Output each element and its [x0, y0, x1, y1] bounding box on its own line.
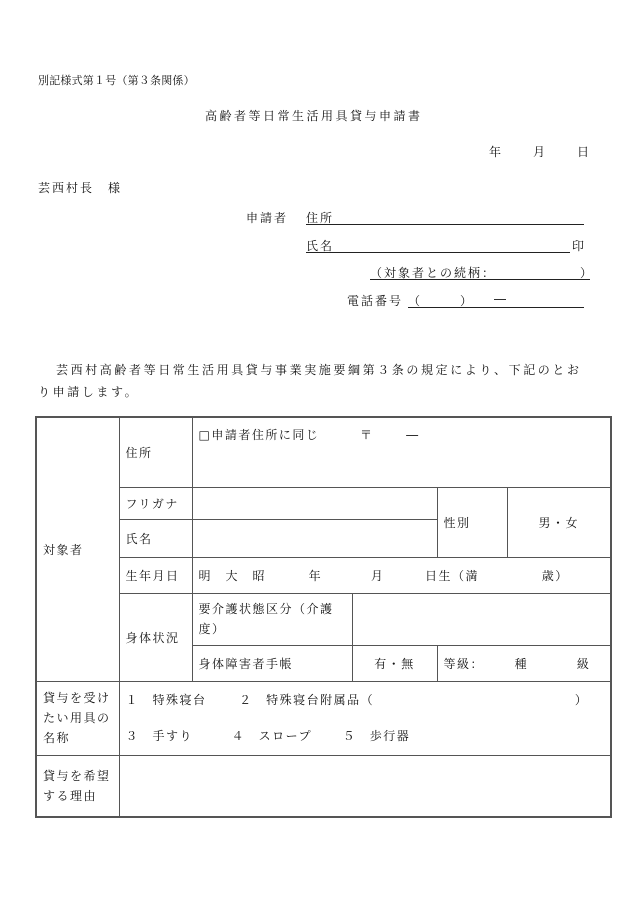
relation-field[interactable]	[370, 264, 590, 280]
birth-day-label: 日生（満	[425, 568, 480, 583]
applicant-name-label: 氏名	[306, 239, 335, 253]
same-address-checkbox[interactable]: □申請者住所に同じ	[198, 428, 320, 442]
applicant-address-label: 住所	[306, 211, 335, 225]
seal-mark: 印	[572, 239, 587, 253]
reason-field[interactable]	[119, 755, 611, 817]
disability-label: 身体障害者手帳	[192, 645, 352, 681]
furigana-label: フリガナ	[119, 487, 192, 519]
item-2-close: ）	[574, 693, 589, 707]
name-label: 氏名	[119, 519, 192, 557]
grade-type: 種	[514, 656, 529, 671]
form-number: 別記様式第１号（第３条関係）	[38, 74, 195, 87]
item-5[interactable]: ５ 歩行器	[342, 729, 411, 743]
date-day-label: 日	[577, 145, 592, 159]
disability-choice[interactable]: 有・無	[352, 645, 437, 681]
applicant-label: 申請者	[246, 211, 289, 225]
birth-label: 生年月日	[119, 557, 192, 593]
intro-line-2: り申請します。	[38, 385, 140, 399]
applicant-address-field[interactable]	[306, 209, 584, 225]
intro-line-1: 芸西村高齢者等日常生活用具貸与事業実施要綱第３条の規定により、下記のとお	[56, 363, 582, 377]
grade-label: 等級：	[443, 656, 485, 671]
phone-dash: ―	[494, 292, 508, 306]
grade-cell[interactable]	[437, 645, 611, 681]
birth-year-label: 年	[308, 568, 323, 583]
age-suffix: 歳）	[541, 568, 569, 583]
care-level-label: 要介護状態区分（介護度）	[192, 593, 352, 645]
item-2[interactable]: ２ 特殊寝台附属品（	[239, 693, 375, 707]
address-cell[interactable]	[192, 417, 611, 487]
name-field[interactable]	[192, 519, 437, 557]
address-label: 住所	[119, 417, 192, 487]
gender-choice[interactable]: 男・女	[507, 487, 611, 557]
relation-close: ）	[580, 266, 595, 280]
relation-label: （対象者との続柄：	[370, 266, 497, 280]
phone-paren: （ ）	[408, 294, 474, 308]
items-cell[interactable]	[119, 681, 611, 755]
birth-date-cell[interactable]	[192, 557, 611, 593]
birth-month-label: 月	[370, 568, 385, 583]
item-4[interactable]: ４ スロープ	[231, 729, 313, 743]
era-choice[interactable]: 明 大 昭	[198, 568, 267, 583]
care-level-field[interactable]	[352, 593, 611, 645]
body-condition-label: 身体状況	[119, 593, 192, 681]
furigana-field[interactable]	[192, 487, 437, 519]
postal-dash: ―	[406, 428, 420, 442]
grade-class: 級	[576, 656, 591, 671]
item-1[interactable]: １ 特殊寝台	[125, 693, 207, 707]
postal-mark: 〒	[360, 428, 374, 442]
date-month-label: 月	[533, 145, 548, 159]
item-3[interactable]: ３ 手すり	[125, 729, 194, 743]
subject-label: 対象者	[36, 417, 119, 681]
reason-label: 貸与を希望する理由	[36, 755, 119, 817]
date-year-label: 年	[489, 145, 504, 159]
applicant-name-field[interactable]	[306, 237, 570, 253]
application-table	[35, 416, 612, 818]
items-label: 貸与を受けたい用具の名称	[36, 681, 119, 755]
page-title: 高齢者等日常生活用具貸与申請書	[205, 109, 423, 123]
phone-field[interactable]	[408, 292, 584, 308]
gender-label: 性別	[437, 487, 507, 557]
phone-label: 電話番号	[347, 294, 404, 308]
addressee: 芸西村長 様	[38, 181, 123, 195]
